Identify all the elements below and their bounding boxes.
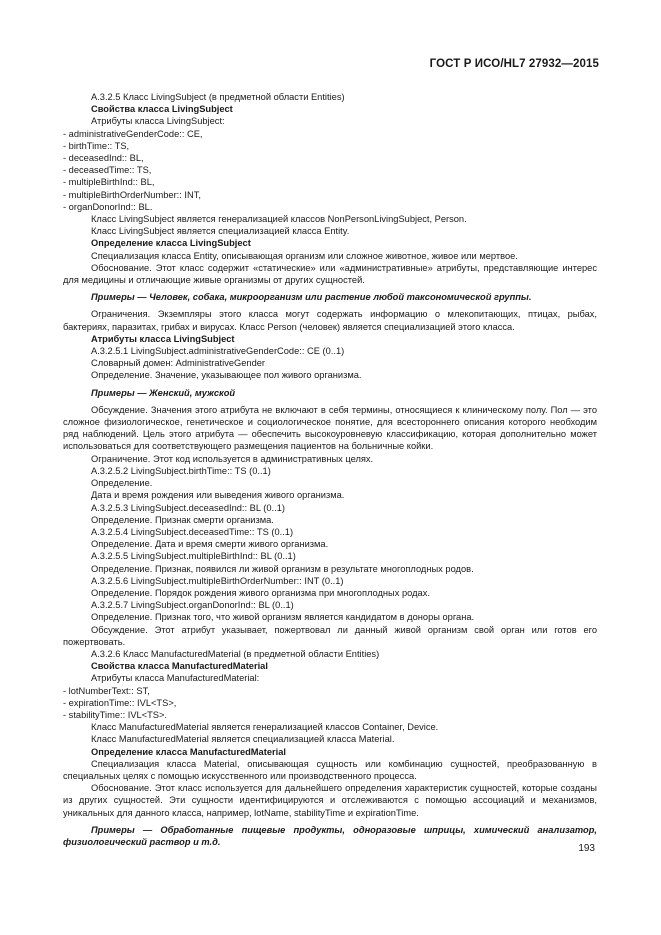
text-line: Определение. Признак того, что живой организм является кандидатом в доноры органа. — [91, 612, 475, 623]
page-body — [63, 91, 597, 848]
section-heading: А.3.2.6 Класс ManufacturedMaterial (в предметной области Entities) — [91, 648, 380, 659]
example-note: Примеры — Обработанные пищевые продукты, одноразовые шприцы, химический анализатор, физиологический раствор и т.д. — [63, 824, 597, 847]
attribute-item: - multipleBirthInd:: BL, — [63, 177, 155, 188]
text-line: А.3.2.5.4 LivingSubject.deceasedTime:: TS (0..1) — [91, 526, 294, 537]
text-line: Определение. Признак смерти организма. — [91, 514, 274, 525]
attribute-item: - lotNumberText:: ST, — [63, 685, 150, 696]
paragraph: Обсуждение. Значения этого атрибута не включают в себя термины, относящиеся к клиническому полу. Пол — это сложное физиологическое, генетическое и социологическое понятие, для всестороннего описания которого необходим ряд наблюдений. Цель этого атрибута — обеспечить высокоуровневую классификацию, которая дополнительно может использоваться для соответствующего размещения пациентов на больничные койки. — [63, 404, 597, 452]
subsection-heading: Свойства класса LivingSubject — [91, 104, 233, 115]
text-line: Словарный домен: AdministrativeGender — [91, 358, 266, 369]
example-note: Примеры — Человек, собака, микроорганизм или растение любой таксономической группы. — [91, 292, 532, 303]
subsection-heading: Определение класса LivingSubject — [91, 238, 251, 249]
text-line: Определение. Значение, указывающее пол живого организма. — [91, 370, 362, 381]
attribute-item: - birthTime:: TS, — [63, 140, 130, 151]
attribute-item: - administrativeGenderCode:: СЕ, — [63, 128, 203, 139]
text-line: Дата и время рождения или выведения живого организма. — [91, 490, 345, 501]
text-line: А.3.2.5.7 LivingSubject.organDonorInd:: BL (0..1) — [91, 600, 294, 611]
text-line: Класс LivingSubject является специализацией класса Entity. — [91, 226, 350, 237]
text-line: Атрибуты класса ManufacturedMaterial: — [91, 673, 260, 684]
text-line: А.3.2.5.6 LivingSubject.multipleBirthOrderNumber:: INT (0..1) — [91, 575, 344, 586]
text-line: Определение. — [91, 478, 153, 489]
paragraph: Специализация класса Material, описывающая сущность или комбинацию сущностей, преобразованную в специальных целях с помощью искусственного или производственного процесса. — [63, 758, 597, 781]
attribute-item: - organDonorInd:: BL. — [63, 201, 153, 212]
paragraph: Обсуждение. Этот атрибут указывает, пожертвовал ли данный живой организм свой орган или готов его пожертвовать. — [63, 624, 597, 647]
section-heading: А.3.2.5 Класс LivingSubject (в предметной области Entities) — [91, 92, 345, 102]
text-line: Определение. Порядок рождения живого организма при многоплодных родах. — [91, 587, 430, 598]
document-header: ГОСТ Р ИСО/HL7 27932—2015 — [429, 58, 599, 70]
subsection-heading: Свойства класса ManufacturedMaterial — [91, 661, 268, 672]
paragraph: Ограничения. Экземпляры этого класса могут содержать информацию о млекопитающих, птицах, рыбах, бактериях, паразитах, грибах и вирусах. Класс Person (человек) является специализацией этого класса. — [63, 309, 597, 332]
attribute-item: - expirationTime:: IVL<TS>, — [63, 697, 177, 708]
text-line: Атрибуты класса LivingSubject: — [91, 116, 225, 127]
attribute-item: - deceasedTime:: TS, — [63, 165, 152, 176]
attribute-item: - multipleBirthOrderNumber:: INT, — [63, 189, 201, 200]
text-line: Класс ManufacturedMaterial является специализацией класса Material. — [91, 734, 395, 745]
paragraph: Обоснование. Этот класс содержит «статические» или «административные» атрибуты, представляющие интерес для медицины и отличающие живые организмы от других сущностей. — [63, 262, 597, 286]
text-line: Класс ManufacturedMaterial является генерализацией классов Container, Device. — [91, 722, 439, 733]
attribute-item: - deceasedInd:: BL, — [63, 153, 144, 164]
example-note: Примеры — Женский, мужской — [91, 387, 236, 398]
text-line: А.3.2.5.3 LivingSubject.deceasedInd:: BL (0..1) — [91, 502, 285, 513]
text-line: Класс LivingSubject является генерализацией классов NonPersonLivingSubject, Person. — [91, 214, 467, 225]
text-line: Определение. Признак, появился ли живой организм в результате многоплодных родов. — [91, 563, 474, 574]
subsection-heading: Атрибуты класса LivingSubject — [91, 333, 235, 344]
text-line: Определение. Дата и время смерти живого организма. — [91, 539, 329, 550]
text-line: Специализация класса Entity, описывающая организм или сложное животное, живое или мертвое. — [91, 250, 518, 261]
subsection-heading: Определение класса ManufacturedMaterial — [91, 746, 286, 757]
page-number: 193 — [578, 843, 595, 854]
text-line: А.3.2.5.2 LivingSubject.birthTime:: TS (0..1) — [91, 465, 271, 476]
attribute-item: - stabilityTime:: IVL<TS>. — [63, 709, 168, 720]
paragraph: Обоснование. Этот класс используется для дальнейшего определения характеристик сущностей, которые созданы из других сущностей. Эти сущности идентифицируются и отслеживаются с помощью ассоциаций и механизмов, уникальных для данного класса, например, lotName, stabilityTime и expirationTime. — [63, 783, 597, 818]
text-line: А.3.2.5.1 LivingSubject.administrativeGenderCode:: CE (0..1) — [91, 346, 345, 357]
text-line: Ограничение. Этот код используется в административных целях. — [91, 453, 374, 464]
text-line: А.3.2.5.5 LivingSubject.multipleBirthInd:: BL (0..1) — [91, 551, 296, 562]
